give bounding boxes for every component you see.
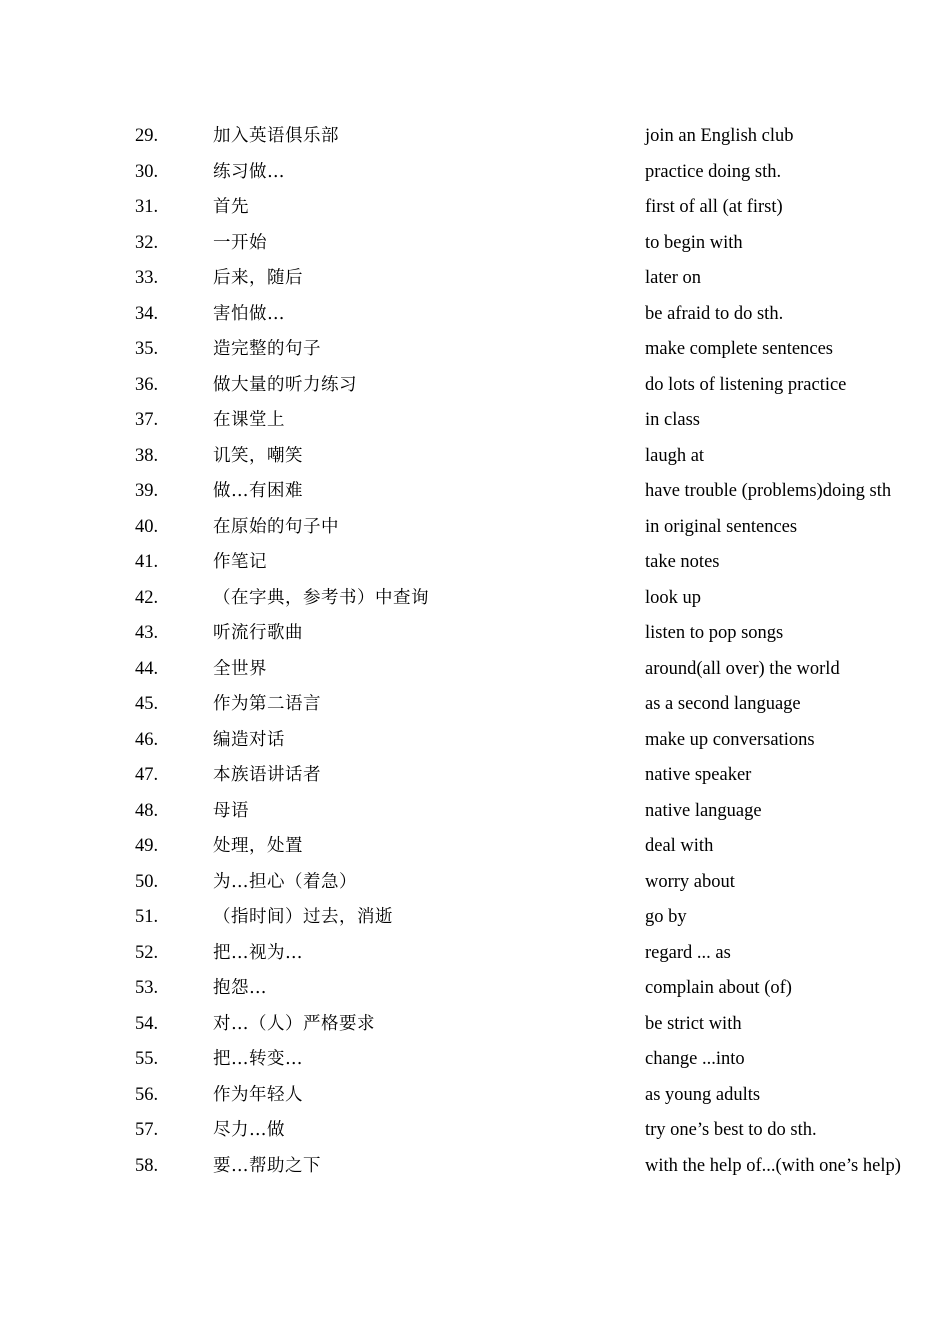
entry-number: 56. — [135, 1084, 159, 1105]
entry-number: 50. — [135, 871, 159, 892]
vocab-row — [0, 545, 950, 581]
vocab-row — [0, 510, 950, 546]
entry-number: 58. — [135, 1155, 159, 1176]
english-phrase: take notes — [645, 552, 720, 572]
chinese-phrase: 把…转变… — [213, 1049, 303, 1069]
entry-number: 46. — [135, 729, 159, 750]
chinese-phrase: 首先 — [213, 197, 249, 217]
vocab-row — [0, 794, 950, 830]
chinese-phrase: 把…视为… — [213, 942, 303, 963]
english-phrase: have trouble (problems)doing sth — [645, 481, 892, 501]
chinese-phrase: 本族语讲话者 — [213, 765, 321, 785]
english-phrase: in original sentences — [645, 516, 798, 537]
vocab-row — [0, 652, 950, 688]
chinese-phrase: 做…有困难 — [213, 481, 303, 501]
chinese-phrase: 尽力…做 — [213, 1120, 285, 1140]
english-phrase: make up conversations — [645, 729, 815, 750]
english-phrase: do lots of listening practice — [645, 374, 847, 395]
chinese-phrase: 母语 — [213, 800, 249, 821]
entry-number: 49. — [135, 836, 159, 856]
vocab-row — [0, 723, 950, 759]
english-phrase: native speaker — [645, 765, 752, 785]
chinese-phrase: 抱怨… — [213, 978, 267, 998]
english-phrase: first of all (at first) — [645, 197, 783, 217]
entry-number: 55. — [135, 1049, 159, 1069]
vocab-row — [0, 261, 950, 297]
chinese-phrase: 要…帮助之下 — [213, 1155, 321, 1176]
english-phrase: to begin with — [645, 232, 743, 253]
entry-number: 54. — [135, 1013, 159, 1034]
vocab-row — [0, 439, 950, 475]
vocab-row — [0, 190, 950, 226]
vocab-row — [0, 119, 950, 155]
chinese-phrase: 作为年轻人 — [213, 1084, 303, 1105]
chinese-phrase: 听流行歌曲 — [213, 623, 303, 643]
chinese-phrase: 练习做… — [213, 161, 285, 182]
chinese-phrase: 作为第二语言 — [213, 694, 321, 714]
vocab-row — [0, 1007, 950, 1043]
entry-number: 40. — [135, 516, 159, 537]
english-phrase: around(all over) the world — [645, 658, 840, 679]
entry-number: 33. — [135, 268, 159, 288]
vocab-row — [0, 971, 950, 1007]
chinese-phrase: 害怕做… — [213, 303, 285, 324]
english-phrase: later on — [645, 268, 701, 288]
entry-number: 38. — [135, 445, 159, 466]
english-phrase: native language — [645, 800, 762, 821]
vocab-row — [0, 616, 950, 652]
chinese-phrase: 造完整的句子 — [213, 339, 321, 359]
chinese-phrase: 为…担心（着急） — [213, 871, 357, 892]
english-phrase: be afraid to do sth. — [645, 303, 784, 324]
entry-number: 31. — [135, 197, 159, 217]
vocab-row — [0, 297, 950, 333]
vocab-row — [0, 581, 950, 617]
chinese-phrase: 在课堂上 — [213, 410, 285, 430]
chinese-phrase: （在字典，参考书）中查询 — [213, 587, 429, 608]
vocab-row — [0, 403, 950, 439]
vocab-row — [0, 1078, 950, 1114]
english-phrase: regard ... as — [645, 942, 731, 963]
chinese-phrase: 全世界 — [213, 658, 267, 679]
chinese-phrase: 作笔记 — [213, 552, 267, 572]
chinese-phrase: 对…（人）严格要求 — [213, 1013, 375, 1034]
entry-number: 43. — [135, 623, 159, 643]
entry-number: 57. — [135, 1120, 159, 1140]
vocab-row — [0, 332, 950, 368]
vocab-row — [0, 758, 950, 794]
entry-number: 32. — [135, 232, 159, 253]
english-phrase: be strict with — [645, 1013, 742, 1034]
entry-number: 36. — [135, 374, 159, 395]
english-phrase: look up — [645, 587, 702, 608]
chinese-phrase: 编造对话 — [213, 729, 285, 750]
entry-number: 51. — [135, 907, 159, 927]
vocab-row — [0, 865, 950, 901]
english-phrase: complain about (of) — [645, 978, 792, 998]
vocab-row — [0, 1149, 950, 1185]
english-phrase: listen to pop songs — [645, 623, 784, 643]
entry-number: 48. — [135, 800, 159, 821]
english-phrase: in class — [645, 410, 700, 430]
entry-number: 44. — [135, 658, 159, 679]
english-phrase: practice doing sth. — [645, 161, 782, 182]
english-phrase: worry about — [645, 871, 735, 892]
vocab-row — [0, 1042, 950, 1078]
chinese-phrase: 在原始的句子中 — [213, 516, 339, 537]
entry-number: 30. — [135, 161, 159, 182]
entry-number: 52. — [135, 942, 159, 963]
vocab-row — [0, 226, 950, 262]
vocab-row — [0, 155, 950, 191]
chinese-phrase: （指时间）过去，消逝 — [213, 907, 393, 927]
chinese-phrase: 加入英语俱乐部 — [213, 126, 339, 146]
english-phrase: go by — [645, 907, 687, 927]
english-phrase: deal with — [645, 836, 714, 856]
english-phrase: join an English club — [645, 126, 794, 146]
chinese-phrase: 后来，随后 — [213, 268, 303, 288]
vocab-row — [0, 687, 950, 723]
entry-number: 41. — [135, 552, 159, 572]
vocab-row — [0, 1113, 950, 1149]
chinese-phrase: 一开始 — [213, 232, 267, 253]
entry-number: 29. — [135, 126, 159, 146]
chinese-phrase: 处理，处置 — [213, 836, 303, 856]
entry-number: 45. — [135, 694, 159, 714]
entry-number: 53. — [135, 978, 159, 998]
entry-number: 47. — [135, 765, 159, 785]
english-phrase: as young adults — [645, 1084, 761, 1105]
vocab-row — [0, 474, 950, 510]
entry-number: 34. — [135, 303, 159, 324]
english-phrase: try one’s best to do sth. — [645, 1120, 817, 1140]
entry-number: 35. — [135, 339, 159, 359]
chinese-phrase: 讥笑，嘲笑 — [213, 445, 303, 466]
vocab-row — [0, 900, 950, 936]
english-phrase: with the help of...(with one’s help) — [645, 1155, 901, 1176]
vocab-row — [0, 936, 950, 972]
entry-number: 37. — [135, 410, 159, 430]
vocab-row — [0, 829, 950, 865]
chinese-phrase: 做大量的听力练习 — [213, 374, 357, 395]
english-phrase: as a second language — [645, 694, 801, 714]
vocabulary-list — [0, 119, 950, 1184]
entry-number: 39. — [135, 481, 159, 501]
english-phrase: change ...into — [645, 1049, 745, 1069]
english-phrase: laugh at — [645, 445, 705, 466]
english-phrase: make complete sentences — [645, 339, 833, 359]
entry-number: 42. — [135, 587, 159, 608]
vocab-row — [0, 368, 950, 404]
